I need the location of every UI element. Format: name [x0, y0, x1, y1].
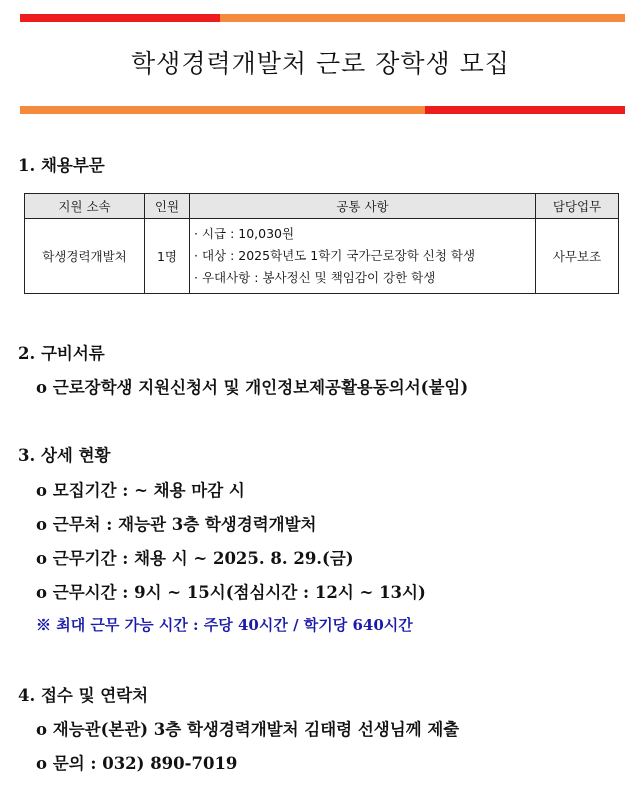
cell-department: 학생경력개발처: [25, 219, 145, 294]
section3-heading: 3. 상세 현황: [18, 446, 111, 465]
cell-task: 사무보조: [536, 219, 619, 294]
table-row: [25, 219, 619, 294]
detail-hours: o 근무시간 : 9시 ~ 15시(점심시간 : 12시 ~ 13시): [36, 583, 426, 602]
top-divider-bar: [20, 14, 625, 22]
section1-heading: 1. 채용부문: [18, 156, 105, 175]
documents-item: o 근로장학생 지원신청서 및 개인정보제공활용동의서(붙임): [36, 378, 469, 397]
contact-submit: o 재능관(본관) 3층 학생경력개발처 김태령 선생님께 제출: [36, 720, 460, 739]
duty-target: · 대상 : 2025학년도 1학기 국가근로장학 신청 학생: [194, 248, 476, 263]
bottom-divider-orange: [20, 106, 425, 114]
bottom-divider-bar: [20, 106, 625, 114]
header-common: 공통 사항: [190, 194, 536, 219]
duty-preference: · 우대사항 : 봉사정신 및 책임감이 강한 학생: [194, 270, 436, 285]
top-divider-orange: [220, 14, 625, 22]
contact-inquiry: o 문의 : 032) 890-7019: [36, 754, 238, 773]
header-department: 지원 소속: [25, 194, 145, 219]
section2-heading: 2. 구비서류: [18, 344, 105, 363]
section4-heading: 4. 접수 및 연락처: [18, 686, 149, 705]
duty-wage: · 시급 : 10,030원: [194, 226, 295, 241]
detail-workplace: o 근무처 : 재능관 3층 학생경력개발처: [36, 515, 317, 534]
recruitment-table: [24, 193, 619, 294]
max-hours-note: ※ 최대 근무 가능 시간 : 주당 40시간 / 학기당 640시간: [36, 616, 413, 634]
bottom-divider-red: [425, 106, 625, 114]
cell-count: 1명: [145, 219, 190, 294]
top-divider-red: [20, 14, 220, 22]
page-title: 학생경력개발처 근로 장학생 모집: [131, 49, 510, 78]
cell-common: [190, 219, 536, 294]
table-header-row: [25, 194, 619, 219]
detail-period: o 모집기간 : ~ 채용 마감 시: [36, 481, 245, 500]
header-task: 담당업무: [536, 194, 619, 219]
header-count: 인원: [145, 194, 190, 219]
detail-term: o 근무기간 : 채용 시 ~ 2025. 8. 29.(금): [36, 549, 354, 568]
